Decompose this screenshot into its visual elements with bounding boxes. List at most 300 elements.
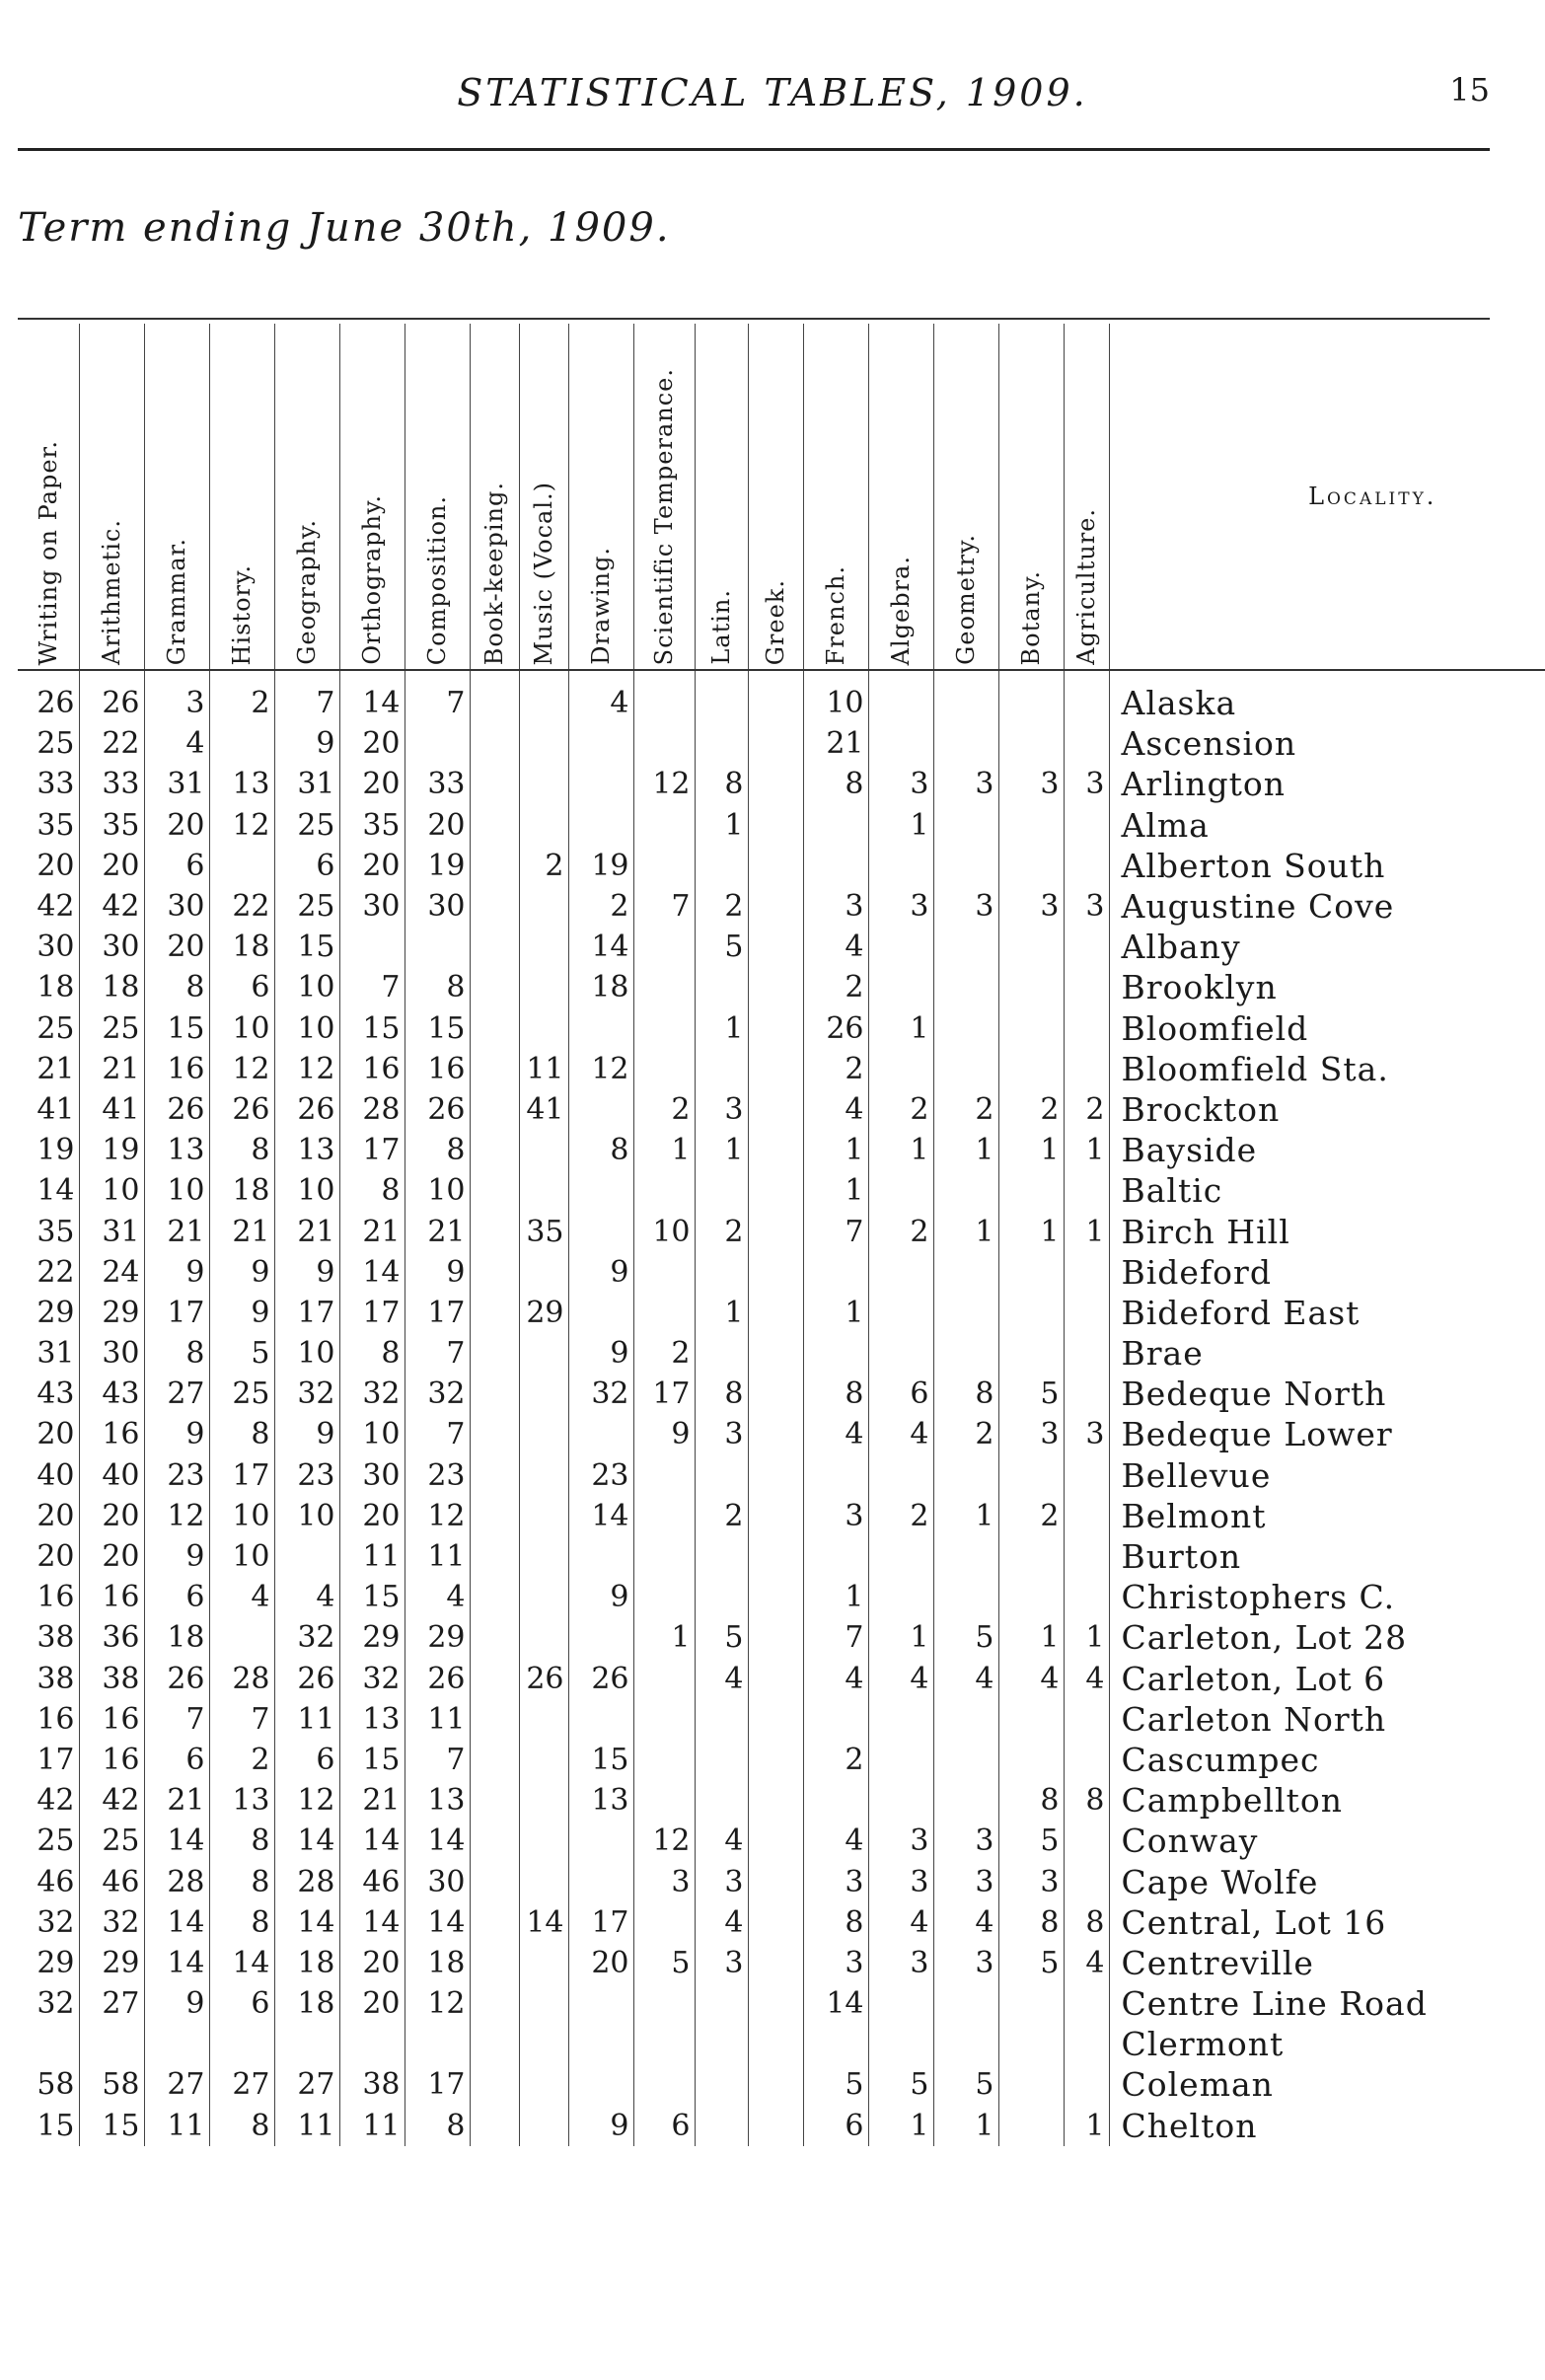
value-cell bbox=[933, 1049, 998, 1089]
value-cell: 13 bbox=[339, 1699, 405, 1740]
value-cell bbox=[209, 846, 274, 886]
value-cell: 1 bbox=[868, 2106, 933, 2146]
value-cell: 3 bbox=[868, 1943, 933, 1983]
value-cell bbox=[998, 1008, 1064, 1049]
value-cell: 15 bbox=[79, 2106, 144, 2146]
value-cell: 14 bbox=[405, 1902, 470, 1943]
value-cell: 19 bbox=[568, 846, 633, 886]
value-cell: 43 bbox=[18, 1374, 79, 1414]
value-cell bbox=[998, 2024, 1064, 2064]
value-cell bbox=[633, 1983, 695, 2024]
value-cell: 17 bbox=[274, 1293, 339, 1333]
value-cell: 30 bbox=[339, 1455, 405, 1496]
value-cell: 29 bbox=[405, 1617, 470, 1658]
value-cell: 32 bbox=[79, 1902, 144, 1943]
locality-header bbox=[1109, 324, 1545, 670]
value-cell: 14 bbox=[339, 670, 405, 723]
column-header bbox=[998, 324, 1064, 670]
locality-cell: Central, Lot 16 bbox=[1121, 1902, 1387, 1942]
column-header-label: Music (Vocal.) bbox=[530, 481, 557, 665]
table-row bbox=[18, 846, 1545, 886]
table-row bbox=[18, 1617, 1545, 1658]
locality-cell: Burton bbox=[1121, 1537, 1242, 1577]
column-header bbox=[209, 324, 274, 670]
value-cell: 35 bbox=[18, 805, 79, 846]
value-cell: 38 bbox=[339, 2064, 405, 2105]
value-cell: 2 bbox=[933, 1089, 998, 1130]
value-cell: 7 bbox=[803, 1211, 868, 1251]
value-cell bbox=[748, 1943, 803, 1983]
value-cell: 4 bbox=[933, 1902, 998, 1943]
value-cell bbox=[519, 1536, 568, 1577]
value-cell: 6 bbox=[274, 846, 339, 886]
value-cell: 16 bbox=[79, 1414, 144, 1454]
value-cell bbox=[568, 1821, 633, 1861]
value-cell bbox=[748, 1252, 803, 1293]
table-row bbox=[18, 967, 1545, 1007]
value-cell bbox=[695, 2024, 748, 2064]
value-cell bbox=[748, 1008, 803, 1049]
value-cell bbox=[748, 723, 803, 764]
value-cell: 30 bbox=[339, 886, 405, 927]
table-row bbox=[18, 1455, 1545, 1496]
value-cell bbox=[695, 1536, 748, 1577]
value-cell bbox=[519, 1252, 568, 1293]
value-cell: 26 bbox=[803, 1008, 868, 1049]
column-header-label: Arithmetic. bbox=[98, 519, 125, 665]
value-cell bbox=[933, 846, 998, 886]
value-cell bbox=[868, 1983, 933, 2024]
column-header bbox=[633, 324, 695, 670]
running-title: STATISTICAL TABLES, 1909. bbox=[457, 71, 1088, 114]
value-cell bbox=[519, 1333, 568, 1374]
value-cell bbox=[695, 1333, 748, 1374]
locality-cell: Bloomfield bbox=[1121, 1008, 1309, 1048]
value-cell: 32 bbox=[405, 1374, 470, 1414]
value-cell bbox=[519, 1130, 568, 1170]
value-cell: 11 bbox=[405, 1699, 470, 1740]
column-header-label: Botany. bbox=[1017, 569, 1045, 665]
value-cell: 10 bbox=[405, 1170, 470, 1211]
value-cell bbox=[1064, 1821, 1109, 1861]
value-cell bbox=[568, 1536, 633, 1577]
column-header bbox=[79, 324, 144, 670]
value-cell bbox=[933, 1983, 998, 2024]
value-cell: 14 bbox=[803, 1983, 868, 2024]
value-cell bbox=[748, 846, 803, 886]
value-cell: 12 bbox=[568, 1049, 633, 1089]
value-cell: 20 bbox=[339, 723, 405, 764]
value-cell: 8 bbox=[209, 2106, 274, 2146]
value-cell: 7 bbox=[405, 1333, 470, 1374]
value-cell: 1 bbox=[868, 1617, 933, 1658]
value-cell bbox=[470, 967, 519, 1007]
value-cell: 10 bbox=[274, 1170, 339, 1211]
value-cell: 17 bbox=[339, 1130, 405, 1170]
value-cell: 43 bbox=[79, 1374, 144, 1414]
table-body bbox=[18, 670, 1545, 2146]
locality-cell: Coleman bbox=[1121, 2065, 1274, 2105]
value-cell bbox=[519, 927, 568, 967]
value-cell bbox=[695, 1740, 748, 1780]
value-cell bbox=[1064, 1740, 1109, 1780]
column-header bbox=[933, 324, 998, 670]
value-cell bbox=[1064, 1374, 1109, 1414]
value-cell: 4 bbox=[405, 1577, 470, 1617]
value-cell: 23 bbox=[568, 1455, 633, 1496]
value-cell: 13 bbox=[568, 1780, 633, 1821]
value-cell: 18 bbox=[405, 1943, 470, 1983]
value-cell bbox=[748, 805, 803, 846]
value-cell: 26 bbox=[274, 1089, 339, 1130]
value-cell bbox=[633, 1902, 695, 1943]
value-cell: 9 bbox=[568, 1252, 633, 1293]
value-cell: 30 bbox=[18, 927, 79, 967]
value-cell bbox=[868, 846, 933, 886]
value-cell: 8 bbox=[803, 764, 868, 804]
value-cell: 28 bbox=[339, 1089, 405, 1130]
value-cell: 35 bbox=[18, 1211, 79, 1251]
value-cell bbox=[1064, 1252, 1109, 1293]
value-cell bbox=[470, 1414, 519, 1454]
value-cell bbox=[998, 927, 1064, 967]
locality-cell: Bloomfield Sta. bbox=[1121, 1049, 1389, 1088]
value-cell: 17 bbox=[633, 1374, 695, 1414]
table-row bbox=[18, 1089, 1545, 1130]
column-header bbox=[470, 324, 519, 670]
value-cell: 31 bbox=[274, 764, 339, 804]
value-cell: 3 bbox=[868, 1821, 933, 1861]
locality-cell: Bideford bbox=[1121, 1252, 1272, 1292]
value-cell: 15 bbox=[144, 1008, 209, 1049]
table-row bbox=[18, 1008, 1545, 1049]
value-cell: 46 bbox=[18, 1861, 79, 1901]
value-cell: 20 bbox=[339, 764, 405, 804]
value-cell bbox=[519, 967, 568, 1007]
value-cell: 2 bbox=[209, 670, 274, 723]
value-cell bbox=[519, 1740, 568, 1780]
value-cell bbox=[633, 1659, 695, 1699]
value-cell: 14 bbox=[209, 1943, 274, 1983]
value-cell: 17 bbox=[144, 1293, 209, 1333]
value-cell bbox=[1064, 1293, 1109, 1333]
value-cell: 33 bbox=[405, 764, 470, 804]
value-cell: 14 bbox=[339, 1902, 405, 1943]
value-cell: 20 bbox=[144, 805, 209, 846]
value-cell bbox=[568, 1414, 633, 1454]
table-row bbox=[18, 2064, 1545, 2105]
column-header bbox=[405, 324, 470, 670]
value-cell bbox=[519, 2106, 568, 2146]
value-cell bbox=[633, 1780, 695, 1821]
value-cell: 26 bbox=[79, 670, 144, 723]
value-cell bbox=[933, 1008, 998, 1049]
value-cell: 16 bbox=[79, 1577, 144, 1617]
value-cell bbox=[868, 1577, 933, 1617]
value-cell: 1 bbox=[633, 1617, 695, 1658]
column-header bbox=[274, 324, 339, 670]
value-cell bbox=[470, 1983, 519, 2024]
value-cell: 32 bbox=[568, 1374, 633, 1414]
value-cell: 30 bbox=[79, 927, 144, 967]
locality-cell: Carleton, Lot 6 bbox=[1121, 1659, 1386, 1698]
value-cell: 1 bbox=[1064, 1130, 1109, 1170]
value-cell: 7 bbox=[144, 1699, 209, 1740]
value-cell: 20 bbox=[18, 1496, 79, 1536]
column-header-label: Writing on Paper. bbox=[34, 439, 62, 665]
table-row bbox=[18, 1699, 1545, 1740]
column-header-label: Algebra. bbox=[887, 555, 915, 665]
column-header bbox=[1064, 324, 1109, 670]
value-cell bbox=[748, 1496, 803, 1536]
value-cell bbox=[470, 1455, 519, 1496]
value-cell bbox=[803, 805, 868, 846]
value-cell bbox=[470, 1659, 519, 1699]
value-cell: 9 bbox=[405, 1252, 470, 1293]
locality-cell: Conway bbox=[1121, 1822, 1259, 1861]
value-cell: 7 bbox=[405, 1740, 470, 1780]
value-cell: 26 bbox=[209, 1089, 274, 1130]
value-cell: 2 bbox=[1064, 1089, 1109, 1130]
value-cell bbox=[1064, 1536, 1109, 1577]
value-cell bbox=[1064, 846, 1109, 886]
value-cell: 20 bbox=[79, 846, 144, 886]
value-cell: 2 bbox=[933, 1414, 998, 1454]
value-cell bbox=[868, 2024, 933, 2064]
value-cell: 3 bbox=[1064, 1414, 1109, 1454]
value-cell: 1 bbox=[695, 1293, 748, 1333]
value-cell bbox=[868, 967, 933, 1007]
value-cell bbox=[633, 670, 695, 723]
value-cell: 1 bbox=[998, 1617, 1064, 1658]
value-cell: 10 bbox=[274, 1333, 339, 1374]
value-cell bbox=[633, 927, 695, 967]
locality-cell: Brae bbox=[1121, 1334, 1204, 1374]
page-number: 15 bbox=[1449, 71, 1490, 109]
value-cell bbox=[868, 1740, 933, 1780]
table-row bbox=[18, 1170, 1545, 1211]
value-cell bbox=[209, 1617, 274, 1658]
value-cell: 8 bbox=[339, 1333, 405, 1374]
value-cell: 14 bbox=[144, 1902, 209, 1943]
value-cell: 38 bbox=[79, 1659, 144, 1699]
table-row bbox=[18, 1293, 1545, 1333]
value-cell bbox=[568, 1861, 633, 1901]
value-cell bbox=[748, 2106, 803, 2146]
value-cell bbox=[633, 723, 695, 764]
value-cell: 20 bbox=[18, 1414, 79, 1454]
value-cell bbox=[748, 1983, 803, 2024]
value-cell bbox=[633, 2024, 695, 2064]
table-row bbox=[18, 1902, 1545, 1943]
value-cell bbox=[633, 1008, 695, 1049]
value-cell: 3 bbox=[998, 886, 1064, 927]
value-cell: 9 bbox=[633, 1414, 695, 1454]
value-cell: 2 bbox=[998, 1496, 1064, 1536]
value-cell bbox=[339, 2024, 405, 2064]
value-cell bbox=[519, 1496, 568, 1536]
value-cell: 35 bbox=[79, 805, 144, 846]
table-row bbox=[18, 1130, 1545, 1170]
value-cell bbox=[568, 1699, 633, 1740]
value-cell bbox=[568, 1617, 633, 1658]
value-cell: 20 bbox=[339, 1496, 405, 1536]
value-cell: 15 bbox=[339, 1577, 405, 1617]
value-cell: 10 bbox=[803, 670, 868, 723]
value-cell: 2 bbox=[868, 1496, 933, 1536]
value-cell: 8 bbox=[405, 967, 470, 1007]
value-cell bbox=[470, 1333, 519, 1374]
value-cell bbox=[748, 1536, 803, 1577]
value-cell: 8 bbox=[405, 2106, 470, 2146]
value-cell: 6 bbox=[633, 2106, 695, 2146]
value-cell: 42 bbox=[79, 1780, 144, 1821]
value-cell: 3 bbox=[998, 764, 1064, 804]
table-row bbox=[18, 1536, 1545, 1577]
value-cell: 10 bbox=[274, 967, 339, 1007]
value-cell bbox=[339, 927, 405, 967]
value-cell: 8 bbox=[1064, 1902, 1109, 1943]
header-rule bbox=[18, 148, 1490, 151]
value-cell: 12 bbox=[274, 1780, 339, 1821]
value-cell: 8 bbox=[933, 1374, 998, 1414]
table-row bbox=[18, 1333, 1545, 1374]
value-cell bbox=[519, 1699, 568, 1740]
value-cell: 33 bbox=[79, 764, 144, 804]
value-cell bbox=[274, 2024, 339, 2064]
value-cell: 14 bbox=[568, 927, 633, 967]
locality-cell: Bayside bbox=[1121, 1131, 1258, 1170]
value-cell: 26 bbox=[568, 1659, 633, 1699]
value-cell bbox=[748, 1902, 803, 1943]
value-cell bbox=[79, 2024, 144, 2064]
value-cell bbox=[470, 846, 519, 886]
value-cell bbox=[868, 1455, 933, 1496]
value-cell: 8 bbox=[803, 1374, 868, 1414]
value-cell: 5 bbox=[998, 1821, 1064, 1861]
value-cell bbox=[998, 805, 1064, 846]
value-cell: 19 bbox=[18, 1130, 79, 1170]
value-cell: 10 bbox=[209, 1496, 274, 1536]
value-cell: 11 bbox=[144, 2106, 209, 2146]
value-cell: 13 bbox=[144, 1130, 209, 1170]
value-cell: 11 bbox=[339, 2106, 405, 2146]
table-row bbox=[18, 1374, 1545, 1414]
value-cell: 26 bbox=[405, 1089, 470, 1130]
value-cell bbox=[519, 1983, 568, 2024]
value-cell: 58 bbox=[79, 2064, 144, 2105]
value-cell: 29 bbox=[18, 1943, 79, 1983]
value-cell bbox=[695, 967, 748, 1007]
value-cell: 7 bbox=[803, 1617, 868, 1658]
value-cell bbox=[695, 1577, 748, 1617]
value-cell bbox=[998, 846, 1064, 886]
column-header bbox=[568, 324, 633, 670]
value-cell: 4 bbox=[868, 1902, 933, 1943]
value-cell: 38 bbox=[18, 1659, 79, 1699]
table-row bbox=[18, 1659, 1545, 1699]
value-cell bbox=[633, 1740, 695, 1780]
value-cell: 23 bbox=[144, 1455, 209, 1496]
value-cell bbox=[695, 2064, 748, 2105]
value-cell bbox=[209, 2024, 274, 2064]
value-cell: 16 bbox=[405, 1049, 470, 1089]
value-cell bbox=[568, 764, 633, 804]
value-cell: 14 bbox=[405, 1821, 470, 1861]
value-cell bbox=[998, 1536, 1064, 1577]
value-cell: 11 bbox=[339, 1536, 405, 1577]
value-cell: 20 bbox=[144, 927, 209, 967]
value-cell bbox=[748, 967, 803, 1007]
column-header-label: Grammar. bbox=[163, 537, 190, 665]
value-cell bbox=[633, 1699, 695, 1740]
value-cell: 2 bbox=[695, 886, 748, 927]
value-cell bbox=[748, 1130, 803, 1170]
value-cell bbox=[933, 1780, 998, 1821]
column-header-label: Geometry. bbox=[952, 534, 980, 665]
value-cell: 5 bbox=[695, 927, 748, 967]
value-cell: 5 bbox=[209, 1333, 274, 1374]
value-cell: 19 bbox=[79, 1130, 144, 1170]
value-cell bbox=[1064, 1577, 1109, 1617]
value-cell: 14 bbox=[274, 1821, 339, 1861]
value-cell: 21 bbox=[18, 1049, 79, 1089]
value-cell bbox=[1064, 1049, 1109, 1089]
value-cell: 15 bbox=[18, 2106, 79, 2146]
value-cell bbox=[803, 1252, 868, 1293]
value-cell: 1 bbox=[1064, 1211, 1109, 1251]
value-cell bbox=[748, 1780, 803, 1821]
value-cell: 38 bbox=[18, 1617, 79, 1658]
value-cell: 4 bbox=[144, 723, 209, 764]
value-cell: 1 bbox=[1064, 1617, 1109, 1658]
value-cell bbox=[470, 2024, 519, 2064]
value-cell bbox=[748, 670, 803, 723]
value-cell: 3 bbox=[1064, 886, 1109, 927]
column-header-label: Book-keeping. bbox=[480, 481, 508, 665]
value-cell: 15 bbox=[568, 1740, 633, 1780]
value-cell bbox=[519, 886, 568, 927]
value-cell: 4 bbox=[1064, 1659, 1109, 1699]
value-cell: 4 bbox=[803, 1821, 868, 1861]
value-cell bbox=[470, 1617, 519, 1658]
value-cell: 2 bbox=[868, 1211, 933, 1251]
value-cell: 31 bbox=[79, 1211, 144, 1251]
value-cell bbox=[470, 805, 519, 846]
value-cell: 8 bbox=[339, 1170, 405, 1211]
value-cell bbox=[695, 1252, 748, 1293]
column-header bbox=[748, 324, 803, 670]
column-header bbox=[803, 324, 868, 670]
value-cell bbox=[633, 1455, 695, 1496]
value-cell bbox=[470, 1293, 519, 1333]
value-cell bbox=[568, 1089, 633, 1130]
value-cell bbox=[998, 1699, 1064, 1740]
value-cell bbox=[470, 1252, 519, 1293]
value-cell: 5 bbox=[803, 2064, 868, 2105]
value-cell: 6 bbox=[209, 967, 274, 1007]
value-cell: 9 bbox=[568, 1333, 633, 1374]
value-cell: 12 bbox=[144, 1496, 209, 1536]
value-cell bbox=[748, 1577, 803, 1617]
locality-cell: Bedeque North bbox=[1121, 1375, 1387, 1414]
table-row bbox=[18, 1414, 1545, 1454]
value-cell: 12 bbox=[209, 805, 274, 846]
table-row bbox=[18, 1252, 1545, 1293]
value-cell: 16 bbox=[79, 1740, 144, 1780]
locality-cell: Bideford East bbox=[1121, 1293, 1361, 1332]
value-cell: 8 bbox=[209, 1861, 274, 1901]
